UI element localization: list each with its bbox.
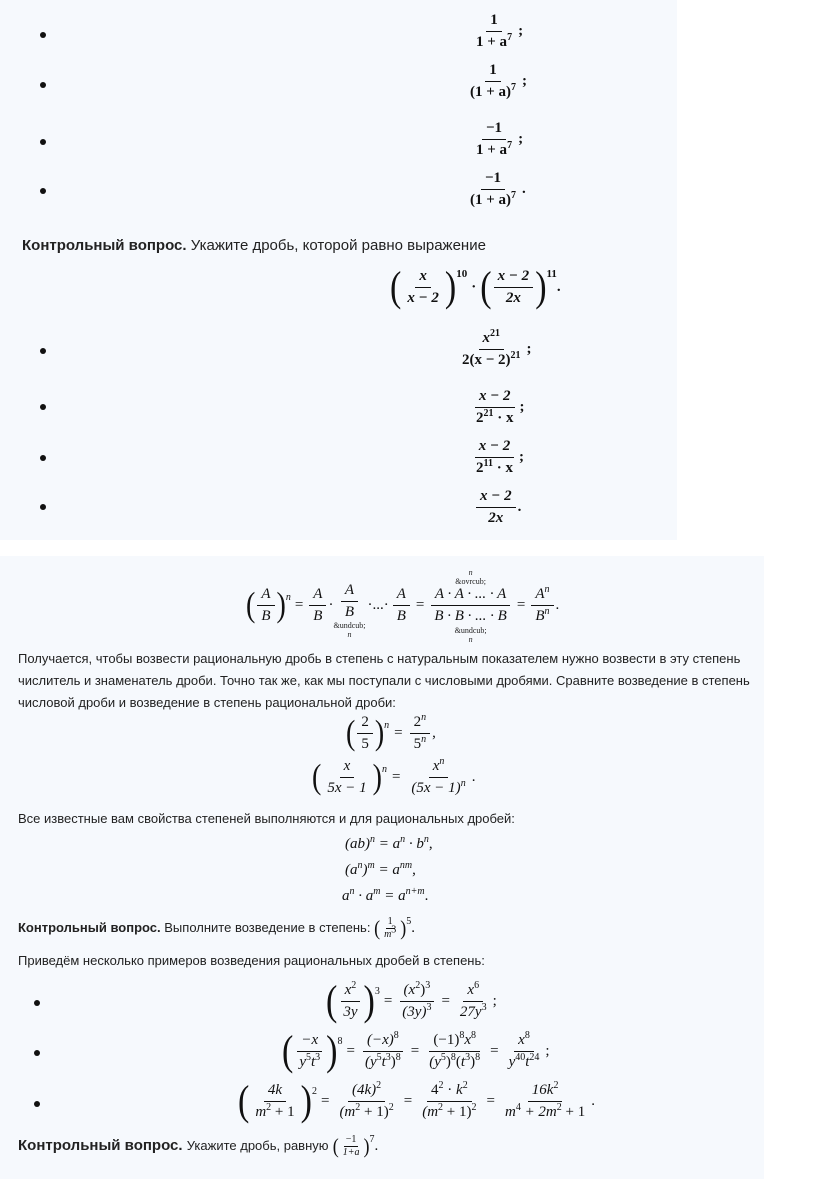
bullet <box>34 1050 40 1056</box>
option-a-4[interactable]: $\frac{-1}{(1 + a)^7}$ . <box>470 170 526 209</box>
paragraph-1: Получается, чтобы возвести рациональную дробь в степень с натуральным показателем нужно возвести в эту степень числитель и знаменатель дроби. Точно так же, как мы поступали с числовыми дробями. Сравните возведение в степень числовой дроби и возведение в степень рациональной дроби: <box>18 651 750 710</box>
top-panel <box>0 0 677 540</box>
main-formula: ( $\frac{A}{B}$ ) $^n$ = $\frac{A}{B}$ · $\frac{A}{B}$ &undcub; n ·...· $\frac{A}{B}$ = n &ovrcub; $\frac{A \cdot A \cdot ... \cdot A}{B \cdot B \cdot ... \cdot B}$ &undcub; n = $\frac{A^n}{B^n}$ . <box>246 568 560 644</box>
question-text: Укажите дробь, которой равно выражение <box>190 237 486 254</box>
example-3: ( $\frac{4k}{m^2 + 1}$ ) $^2$ = $\frac{(4k)^2}{(m^2 + 1)^2}$ = $\frac{4^2 \cdot k^2}{(m^2 + 1)^2}$ = $\frac{16k^2}{m^4 + 2m^2 + 1}$ . <box>238 1078 595 1125</box>
option-a-2[interactable]: $\frac{1}{(1 + a)^7}$ ; <box>470 62 528 101</box>
example-1: ( $\frac{x^2}{3y}$ ) $^3$ = $\frac{(x^2)^3}{(3y)^3}$ = $\frac{x^6}{27y^3}$ ; <box>326 978 497 1025</box>
bullet <box>40 348 46 354</box>
question3-line: Контрольный вопрос. Укажите дробь, равную ( $\frac{-1}{1+a}$ ) $^7$ . <box>18 1134 379 1158</box>
question1-expression: ( $\frac{x}{x - 2}$ ) 10 · ( $\frac{x - 2}{2x}$ ) 11 . <box>390 264 561 311</box>
question-label: Контрольный вопрос. <box>22 237 187 254</box>
question-label: Контрольный вопрос. <box>18 1137 183 1154</box>
compare-eq-1: ( $\frac{2}{5}$ ) $^n$ = $\frac{2^n}{5^n}$ , <box>346 712 436 753</box>
bullet <box>40 188 46 194</box>
bullet <box>40 504 46 510</box>
option-b-4[interactable]: $\frac{x - 2}{2x}$ . <box>474 488 521 528</box>
question-label: Контрольный вопрос. <box>18 920 161 935</box>
option-b-2[interactable]: $\frac{x - 2}{2^{21} \cdot x}$ ; <box>476 388 525 427</box>
bullet <box>40 455 46 461</box>
option-b-1[interactable]: $\frac{x^{21}}{2(x - 2)^{21}}$ ; <box>462 328 532 369</box>
option-a-1[interactable]: $\frac{1}{1 + a^7}$ ; <box>476 12 524 51</box>
question1-line <box>22 235 486 257</box>
question2-line: Контрольный вопрос. Выполните возведение в степень: ( $\frac{1}{m^3}$ ) $^5$ . <box>18 916 416 940</box>
question-text: Укажите дробь, равную <box>186 1138 329 1153</box>
property-3: $a^n \cdot a^m = a^{n+m}$. <box>342 886 429 904</box>
bullet <box>40 32 46 38</box>
bullet <box>34 1101 40 1107</box>
bullet <box>40 139 46 145</box>
bullet <box>40 82 46 88</box>
compare-eq-2: ( $\frac{x}{5x - 1}$ ) $^n$ = $\frac{x^n}{(5x - 1)^n}$ . <box>312 756 476 797</box>
question-text: Выполните возведение в степень: <box>164 920 371 935</box>
option-b-3[interactable]: $\frac{x - 2}{2^{11} \cdot x}$ ; <box>476 438 524 477</box>
property-2: $(a^n)^m = a^{nm}$, <box>345 860 416 878</box>
bullet <box>34 1000 40 1006</box>
property-1: $(ab)^n = a^n \cdot b^n$, <box>345 834 433 852</box>
paragraph-3: Приведём несколько примеров возведения рациональных дробей в степень: <box>18 953 485 968</box>
paragraph-2: Все известные вам свойства степеней выполняются и для рациональных дробей: <box>18 811 515 826</box>
example-2: ( $\frac{-x}{y^5t^3}$ ) $^8$ = $\frac{(-x)^8}{(y^5t^3)^8}$ = $\frac{(-1)^8x^8}{(y^5)^8(t^3)^8}$ = $\frac{x^8}{y^{40}t^{24}}$ ; <box>282 1028 550 1075</box>
bullet <box>40 404 46 410</box>
option-a-3[interactable]: $\frac{-1}{1 + a^7}$ ; <box>476 120 524 159</box>
